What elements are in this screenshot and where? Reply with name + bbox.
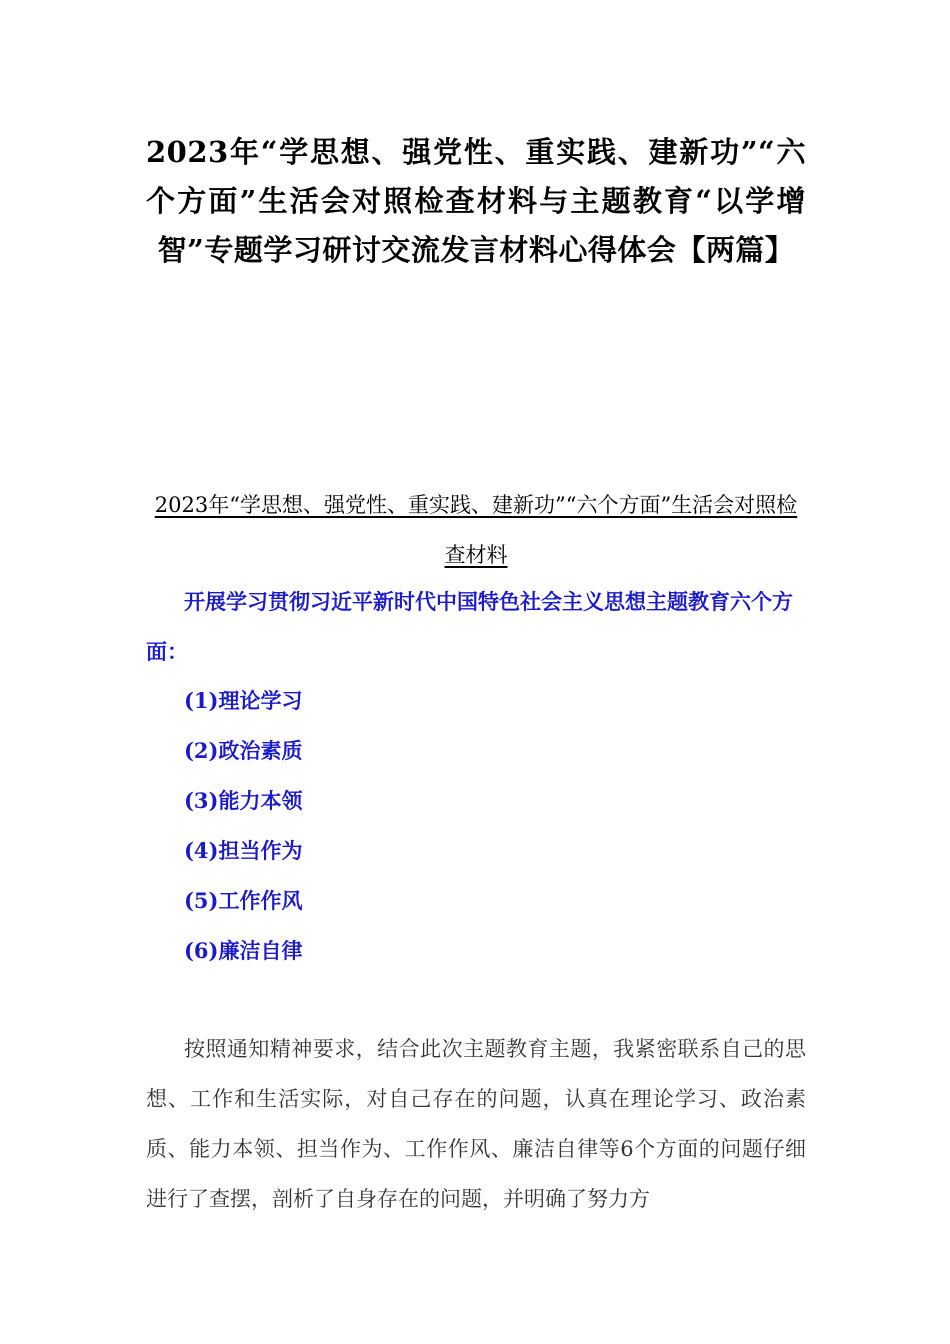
aspect-item-theory-study: (1)理论学习 xyxy=(184,688,303,713)
aspect-item-integrity: (6)廉洁自律 xyxy=(184,938,303,963)
aspect-item-responsibility: (4)担当作为 xyxy=(184,838,303,863)
aspect-list xyxy=(184,676,302,976)
aspect-item-ability: (3)能力本领 xyxy=(184,788,303,813)
document-main-title: 2023年“学思想、强党性、重实践、建新功”“六个方面”生活会对照检查材料与主题教育“以学增智”专题学习研讨交流发言材料心得体会【两篇】 xyxy=(146,135,806,267)
section-title: 2023年“学思想、强党性、重实践、建新功”“六个方面”生活会对照检查材料 xyxy=(154,493,798,567)
aspect-item-work-style: (5)工作作风 xyxy=(184,888,303,913)
body-paragraph: 按照通知精神要求，结合此次主题教育主题，我紧密联系自己的思想、工作和生活实际，对自己存在的问题，认真在理论学习、政治素质、能力本领、担当作为、工作作风、廉洁自律等6个方面的问题仔细进行了查摆，剖析了自身存在的问题，并明确了努力方 xyxy=(146,1037,806,1211)
aspect-item-political-quality: (2)政治素质 xyxy=(184,738,303,763)
intro-paragraph: 开展学习贯彻习近平新时代中国特色社会主义思想主题教育六个方面： xyxy=(146,589,793,664)
